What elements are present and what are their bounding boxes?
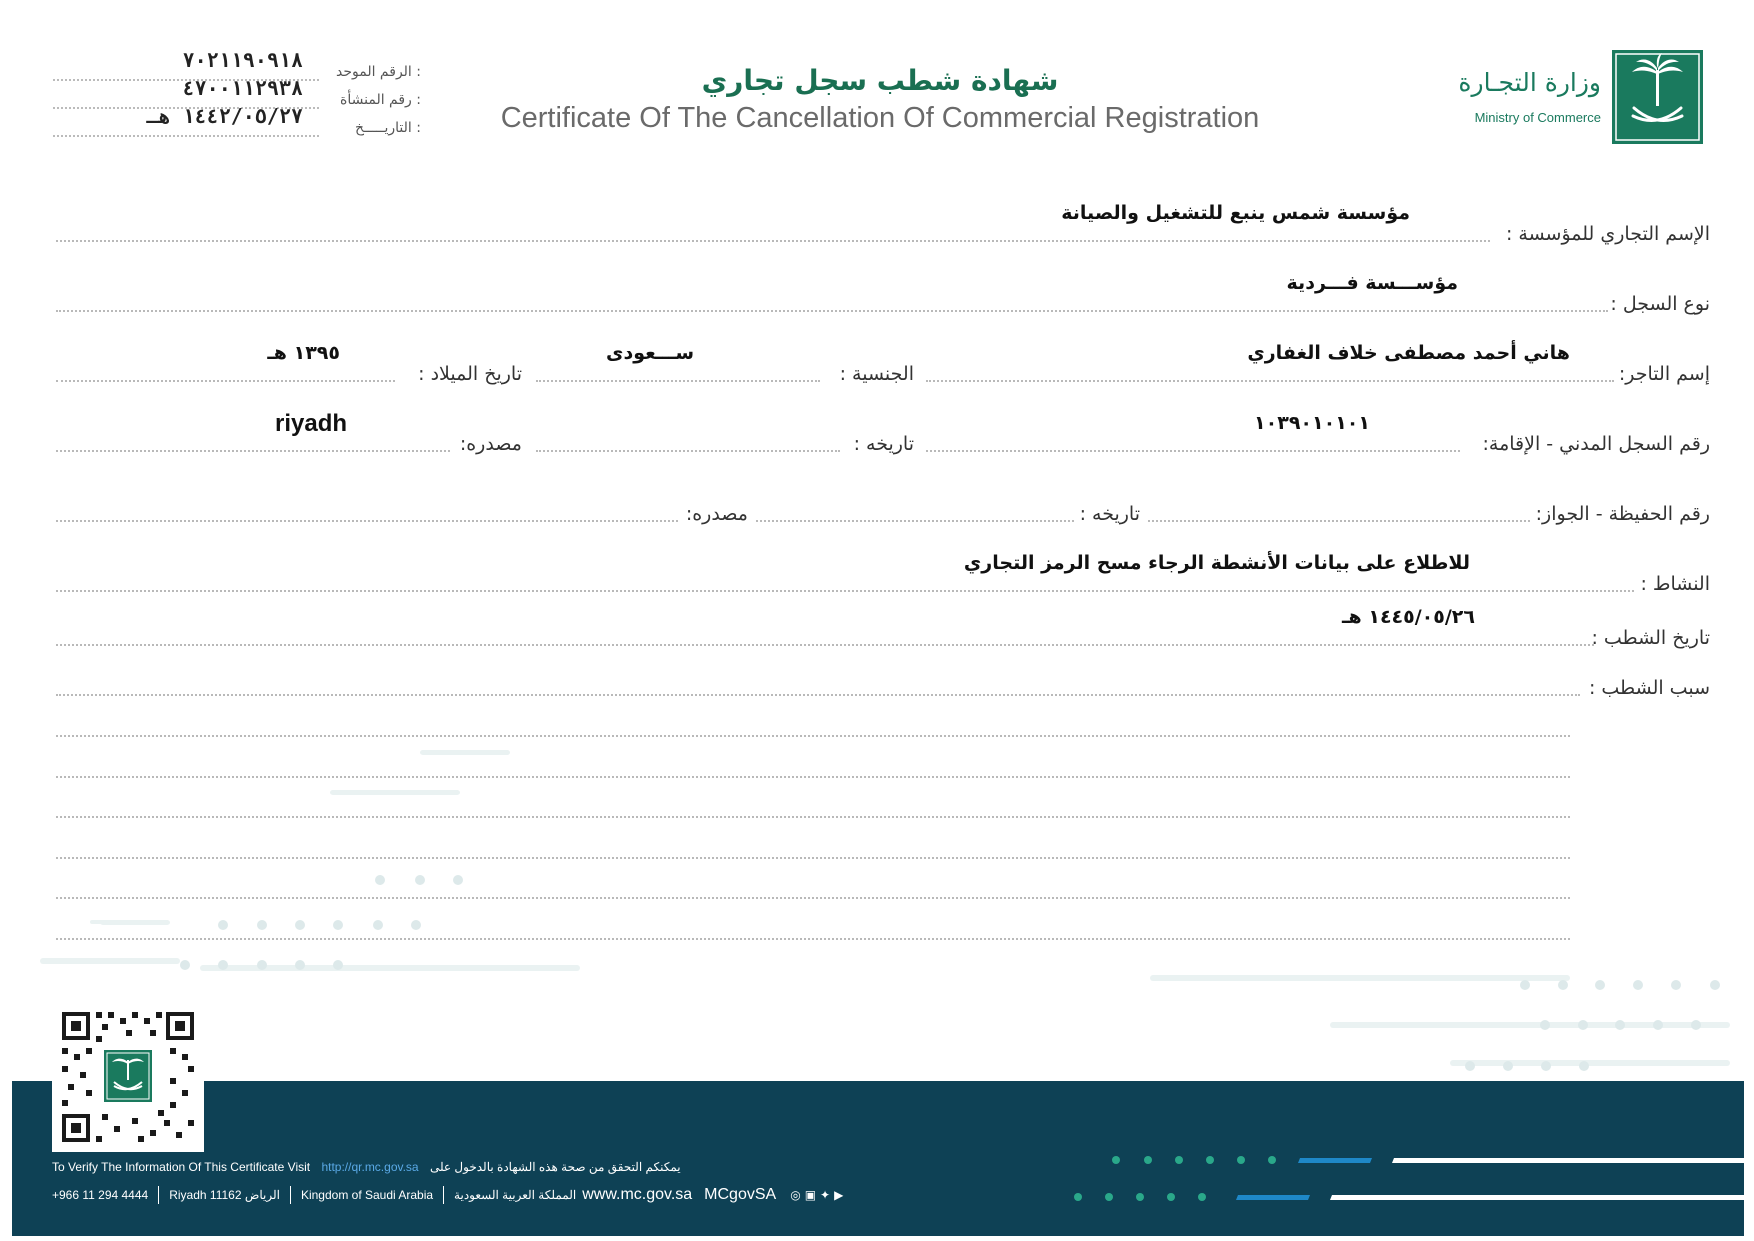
divider bbox=[158, 1186, 159, 1204]
issue-date-row bbox=[53, 104, 421, 142]
instagram-icon[interactable]: ◎ bbox=[790, 1188, 801, 1202]
passport-date-label: تاريخه : bbox=[1079, 503, 1140, 525]
country-ar: المملكة العربية السعودية bbox=[454, 1188, 577, 1202]
dotted-line bbox=[756, 520, 1074, 522]
activity-row bbox=[56, 552, 1710, 598]
passport-label: رقم الحفيظة - الجواز: bbox=[1535, 503, 1710, 525]
verify-text-ar: يمكنكم التحقق من صحة هذه الشهادة بالدخول على bbox=[429, 1160, 681, 1174]
activity-label: النشاط : bbox=[1640, 573, 1710, 595]
facility-number-value: ٤٧٠٠١١٢٩٣٨ bbox=[182, 76, 303, 100]
website-link[interactable]: www.mc.gov.sa bbox=[582, 1186, 693, 1203]
social-handle: MCgovSA bbox=[704, 1186, 777, 1203]
birth-date-value: ١٣٩٥ هـ bbox=[267, 342, 340, 364]
contact-line bbox=[52, 1186, 845, 1204]
divider bbox=[443, 1186, 444, 1204]
dotted-line bbox=[56, 380, 395, 382]
dotted-line bbox=[53, 135, 319, 137]
country: Kingdom of Saudi Arabia bbox=[300, 1188, 434, 1202]
reason-blank-line bbox=[56, 857, 1570, 859]
trade-name-row bbox=[56, 202, 1710, 248]
reason-blank-line bbox=[56, 938, 1570, 940]
record-type-label: نوع السجل : bbox=[1610, 293, 1710, 315]
reason-blank-line bbox=[56, 897, 1570, 899]
twitter-icon[interactable]: ✦ bbox=[820, 1188, 831, 1202]
passport-row bbox=[56, 500, 1710, 528]
civil-id-label: رقم السجل المدني - الإقامة: bbox=[1482, 433, 1710, 455]
saudi-emblem-icon bbox=[1612, 50, 1703, 144]
nationality-label: الجنسية : bbox=[839, 363, 914, 385]
civil-source-value: riyadh bbox=[275, 410, 348, 437]
civil-id-row bbox=[56, 410, 1710, 458]
ministry-name-ar: وزارة التجـارة bbox=[1458, 68, 1601, 97]
certificate-title-ar: شهادة شطب سجل تجاري bbox=[701, 64, 1059, 97]
dotted-line bbox=[56, 644, 1594, 646]
divider bbox=[290, 1186, 291, 1204]
dotted-line bbox=[56, 310, 1608, 312]
reason-blank-line bbox=[56, 816, 1570, 818]
trade-name-value: مؤسسة شمس ينبع للتشغيل والصيانة bbox=[1061, 202, 1410, 224]
city: Riyadh 11162 الرياض bbox=[169, 1188, 280, 1202]
nationality-value: ســـعودى bbox=[606, 342, 694, 364]
dotted-line bbox=[56, 450, 450, 452]
cancel-date-label: تاريخ الشطب : bbox=[1591, 627, 1710, 649]
dotted-line bbox=[926, 450, 1460, 452]
qr-code-icon bbox=[52, 1002, 204, 1152]
passport-source-label: مصدره: bbox=[685, 503, 748, 525]
facility-number-label: رقم المنشأة : bbox=[340, 92, 421, 108]
dotted-line bbox=[536, 450, 840, 452]
reason-blank-line bbox=[56, 776, 1570, 778]
phone-number: +966 11 294 4444 bbox=[52, 1188, 149, 1202]
youtube-icon[interactable]: ▶ bbox=[834, 1188, 844, 1202]
record-type-value: مؤســـسة فـــردية bbox=[1286, 272, 1458, 294]
merchant-name-value: هاني أحمد مصطفى خلاف الغفاري bbox=[1247, 342, 1570, 364]
issue-date-value: ١٤٤٢/٠٥/٢٧ هـ bbox=[146, 104, 303, 128]
certificate-title-en: Certificate Of The Cancellation Of Commercial Registration bbox=[500, 102, 1260, 134]
activity-value: للاطلاع على بيانات الأنشطة الرجاء مسح الرمز التجاري bbox=[963, 552, 1470, 574]
civil-id-value: ١٠٣٩٠١٠١٠١ bbox=[1254, 412, 1370, 434]
dotted-line bbox=[926, 380, 1614, 382]
cancel-date-row bbox=[56, 606, 1710, 652]
footer-band bbox=[12, 1081, 1744, 1236]
footer-pattern bbox=[12, 1081, 1744, 1236]
ministry-name-en: Ministry of Commerce bbox=[1474, 110, 1601, 125]
merchant-row bbox=[56, 342, 1710, 388]
cancel-reason-row bbox=[56, 674, 1710, 702]
social-icons bbox=[788, 1188, 845, 1202]
dotted-line bbox=[56, 694, 1580, 696]
civil-source-label: مصدره: bbox=[459, 433, 522, 455]
facebook-icon[interactable]: ▣ bbox=[804, 1188, 817, 1202]
record-type-row bbox=[56, 272, 1710, 318]
cancel-date-value: ١٤٤٥/٠٥/٢٦ هـ bbox=[1342, 606, 1475, 628]
issue-date-label: التاريـــــخ : bbox=[354, 120, 421, 136]
birth-date-label: تاريخ الميلاد : bbox=[418, 363, 522, 385]
dotted-line bbox=[1148, 520, 1530, 522]
dotted-line bbox=[536, 380, 820, 382]
dotted-line bbox=[56, 240, 1490, 242]
unified-number-value: ٧٠٢١١٩٠٩١٨ bbox=[182, 48, 303, 72]
reason-blank-line bbox=[56, 735, 1570, 737]
ministry-logo bbox=[1446, 50, 1744, 145]
dotted-line bbox=[56, 520, 678, 522]
unified-number-label: الرقم الموحد : bbox=[336, 64, 421, 80]
cancel-reason-label: سبب الشطب : bbox=[1588, 677, 1710, 699]
verify-line bbox=[52, 1160, 681, 1174]
verify-text: To Verify The Information Of This Certificate Visit bbox=[52, 1160, 311, 1174]
verify-link[interactable]: http://qr.mc.gov.sa bbox=[321, 1160, 419, 1174]
dotted-line bbox=[56, 590, 1634, 592]
merchant-name-label: إسم التاجر: bbox=[1618, 363, 1710, 385]
trade-name-label: الإسم التجاري للمؤسسة : bbox=[1505, 223, 1710, 245]
civil-date-label: تاريخه : bbox=[853, 433, 914, 455]
